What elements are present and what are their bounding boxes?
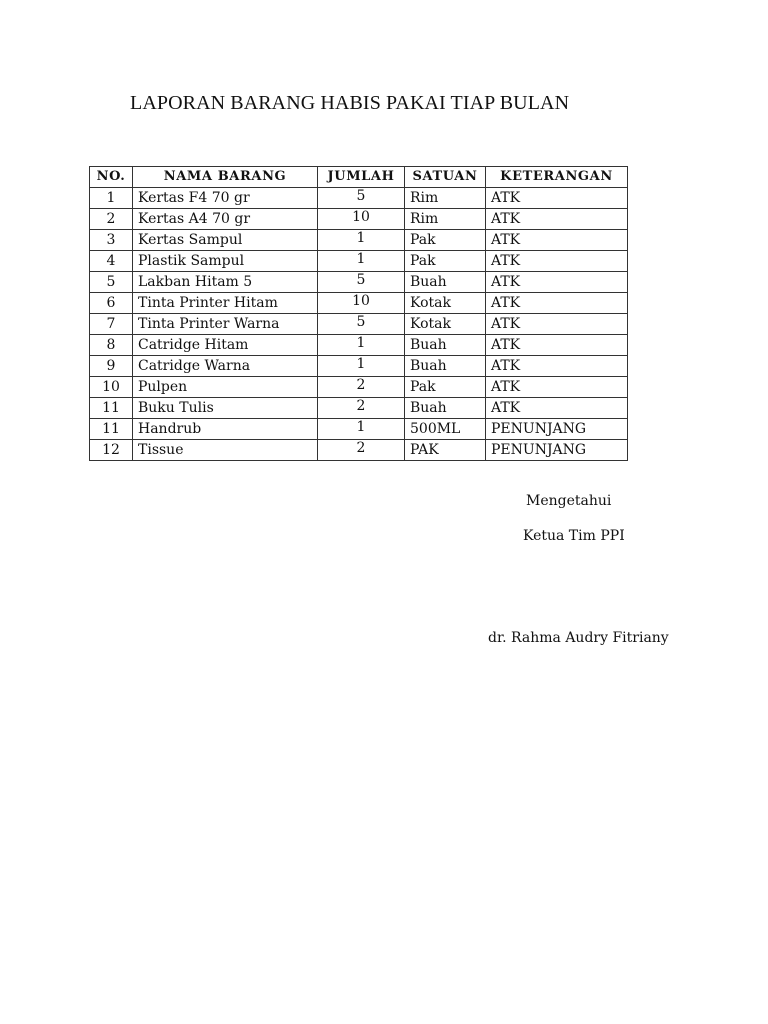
cell-quantity: 1	[318, 251, 405, 272]
table-row	[90, 419, 628, 440]
cell-unit: Pak	[405, 377, 486, 398]
cell-quantity: 1	[318, 230, 405, 251]
table-row	[90, 440, 628, 461]
cell-no: 6	[90, 293, 133, 314]
table-row	[90, 209, 628, 230]
cell-note: ATK	[486, 293, 628, 314]
cell-quantity: 1	[318, 419, 405, 440]
cell-item-name: Handrub	[133, 419, 318, 440]
cell-no: 10	[90, 377, 133, 398]
cell-unit: Rim	[405, 188, 486, 209]
table-row	[90, 188, 628, 209]
cell-no: 8	[90, 335, 133, 356]
cell-note: ATK	[486, 356, 628, 377]
cell-quantity: 2	[318, 377, 405, 398]
cell-unit: 500ML	[405, 419, 486, 440]
acknowledged-label: Mengetahui	[526, 493, 612, 509]
cell-note: ATK	[486, 398, 628, 419]
cell-note: ATK	[486, 377, 628, 398]
cell-no: 1	[90, 188, 133, 209]
page-title: LAPORAN BARANG HABIS PAKAI TIAP BULAN	[130, 92, 570, 114]
table-body	[90, 188, 628, 461]
cell-item-name: Tissue	[133, 440, 318, 461]
cell-no: 9	[90, 356, 133, 377]
cell-item-name: Catridge Warna	[133, 356, 318, 377]
cell-unit: Buah	[405, 398, 486, 419]
cell-note: ATK	[486, 209, 628, 230]
cell-item-name: Plastik Sampul	[133, 251, 318, 272]
cell-quantity: 10	[318, 209, 405, 230]
cell-note: ATK	[486, 335, 628, 356]
header-no: NO.	[90, 167, 133, 188]
signer-role: Ketua Tim PPI	[523, 528, 625, 544]
cell-no: 2	[90, 209, 133, 230]
cell-quantity: 1	[318, 356, 405, 377]
cell-note: PENUNJANG	[486, 440, 628, 461]
cell-unit: Pak	[405, 230, 486, 251]
header-qty: JUMLAH	[318, 167, 405, 188]
cell-item-name: Kertas A4 70 gr	[133, 209, 318, 230]
cell-unit: Kotak	[405, 314, 486, 335]
cell-item-name: Catridge Hitam	[133, 335, 318, 356]
cell-unit: Rim	[405, 209, 486, 230]
cell-no: 4	[90, 251, 133, 272]
cell-note: PENUNJANG	[486, 419, 628, 440]
cell-quantity: 1	[318, 335, 405, 356]
header-unit: SATUAN	[405, 167, 486, 188]
cell-no: 11	[90, 398, 133, 419]
cell-note: ATK	[486, 188, 628, 209]
cell-unit: PAK	[405, 440, 486, 461]
table-row	[90, 251, 628, 272]
cell-no: 11	[90, 419, 133, 440]
table-row	[90, 377, 628, 398]
cell-note: ATK	[486, 272, 628, 293]
header-name: NAMA BARANG	[133, 167, 318, 188]
cell-no: 12	[90, 440, 133, 461]
cell-note: ATK	[486, 251, 628, 272]
cell-quantity: 2	[318, 398, 405, 419]
table-row	[90, 293, 628, 314]
cell-unit: Buah	[405, 335, 486, 356]
table-row	[90, 398, 628, 419]
cell-item-name: Tinta Printer Hitam	[133, 293, 318, 314]
cell-unit: Kotak	[405, 293, 486, 314]
cell-item-name: Tinta Printer Warna	[133, 314, 318, 335]
cell-no: 3	[90, 230, 133, 251]
table-row	[90, 272, 628, 293]
table-row	[90, 314, 628, 335]
signer-name: dr. Rahma Audry Fitriany	[488, 630, 669, 646]
table-header-row	[90, 167, 628, 188]
cell-no: 7	[90, 314, 133, 335]
cell-quantity: 2	[318, 440, 405, 461]
header-note: KETERANGAN	[486, 167, 628, 188]
cell-unit: Pak	[405, 251, 486, 272]
cell-item-name: Lakban Hitam 5	[133, 272, 318, 293]
cell-unit: Buah	[405, 356, 486, 377]
cell-note: ATK	[486, 314, 628, 335]
cell-quantity: 10	[318, 293, 405, 314]
cell-no: 5	[90, 272, 133, 293]
cell-note: ATK	[486, 230, 628, 251]
cell-quantity: 5	[318, 272, 405, 293]
table-row	[90, 335, 628, 356]
cell-item-name: Pulpen	[133, 377, 318, 398]
table-row	[90, 356, 628, 377]
cell-quantity: 5	[318, 188, 405, 209]
cell-item-name: Kertas Sampul	[133, 230, 318, 251]
cell-item-name: Kertas F4 70 gr	[133, 188, 318, 209]
cell-item-name: Buku Tulis	[133, 398, 318, 419]
cell-quantity: 5	[318, 314, 405, 335]
cell-unit: Buah	[405, 272, 486, 293]
table-row	[90, 230, 628, 251]
items-table	[89, 166, 628, 461]
